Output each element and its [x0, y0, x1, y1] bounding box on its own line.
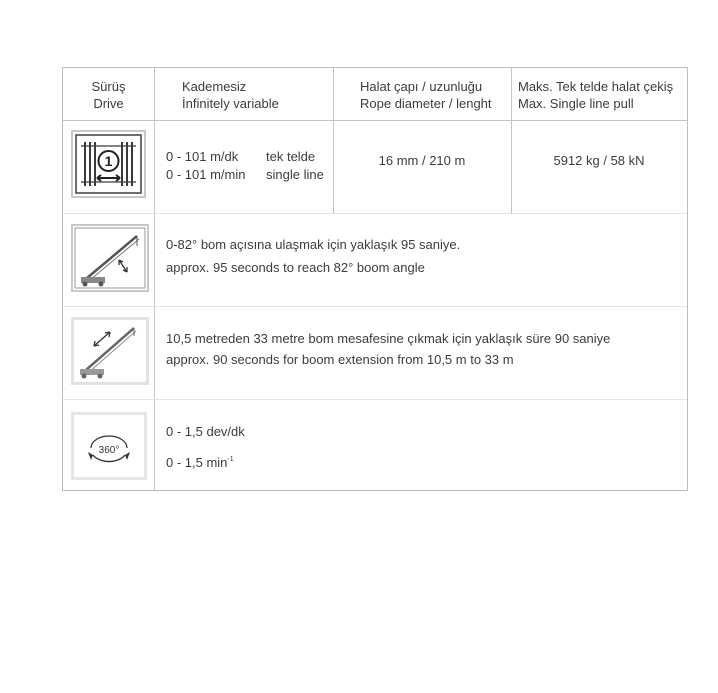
column-divider: [154, 68, 155, 490]
row4-text-en-value: 0 - 1,5 min: [166, 455, 228, 470]
slewing-icon-label: 360°: [98, 445, 120, 456]
row1-pull: 5912 kg / 58 kN: [553, 153, 645, 168]
row3-text-en: approx. 90 seconds for boom extension from 10,5 m to 33 m: [166, 352, 514, 367]
row1-speed-en: 0 - 101 m/min: [166, 167, 246, 182]
column-divider: [333, 68, 334, 213]
header-drive-tr: Sürüş: [91, 79, 126, 94]
row-divider: [63, 306, 687, 307]
row4-text-en: [166, 450, 234, 472]
header-pull-en: Max. Single line pull: [518, 96, 634, 111]
row-divider: [63, 120, 687, 121]
row1-line-en: single line: [266, 167, 324, 182]
boom-luffing-icon: [71, 224, 149, 292]
row4-text-en-exponent: -1: [227, 456, 234, 463]
row1-line-tr: tek telde: [266, 149, 316, 164]
row2-text-en: approx. 95 seconds to reach 82° boom angle: [166, 260, 425, 275]
svg-text:1: 1: [104, 153, 113, 169]
header-rope-en: Rope diameter / lenght: [360, 96, 492, 111]
column-divider: [511, 68, 512, 213]
header-drive-en: Drive: [93, 96, 124, 111]
row2-text-tr: 0-82° bom açısına ulaşmak için yaklaşık 95 saniye.: [166, 237, 461, 252]
row-divider: [63, 399, 687, 400]
row-divider: [63, 213, 687, 214]
row4-text-tr: 0 - 1,5 dev/dk: [166, 424, 245, 439]
row3-text-tr: 10,5 metreden 33 metre bom mesafesine çıkmak için yaklaşık süre 90 saniye: [166, 331, 611, 346]
header-rope-tr: Halat çapı / uzunluğu: [360, 79, 483, 94]
row1-rope: 16 mm / 210 m: [378, 153, 466, 168]
header-variable-en: İnfinitely variable: [182, 96, 279, 111]
slewing-360-icon: [71, 412, 147, 480]
specs-table: [62, 67, 688, 491]
header-pull-tr: Maks. Tek telde halat çekiş: [518, 79, 674, 94]
row1-speed-tr: 0 - 101 m/dk: [166, 149, 239, 164]
header-variable-tr: Kademesiz: [182, 79, 247, 94]
winch-1-icon: [71, 130, 146, 198]
boom-extension-icon: [71, 317, 149, 385]
